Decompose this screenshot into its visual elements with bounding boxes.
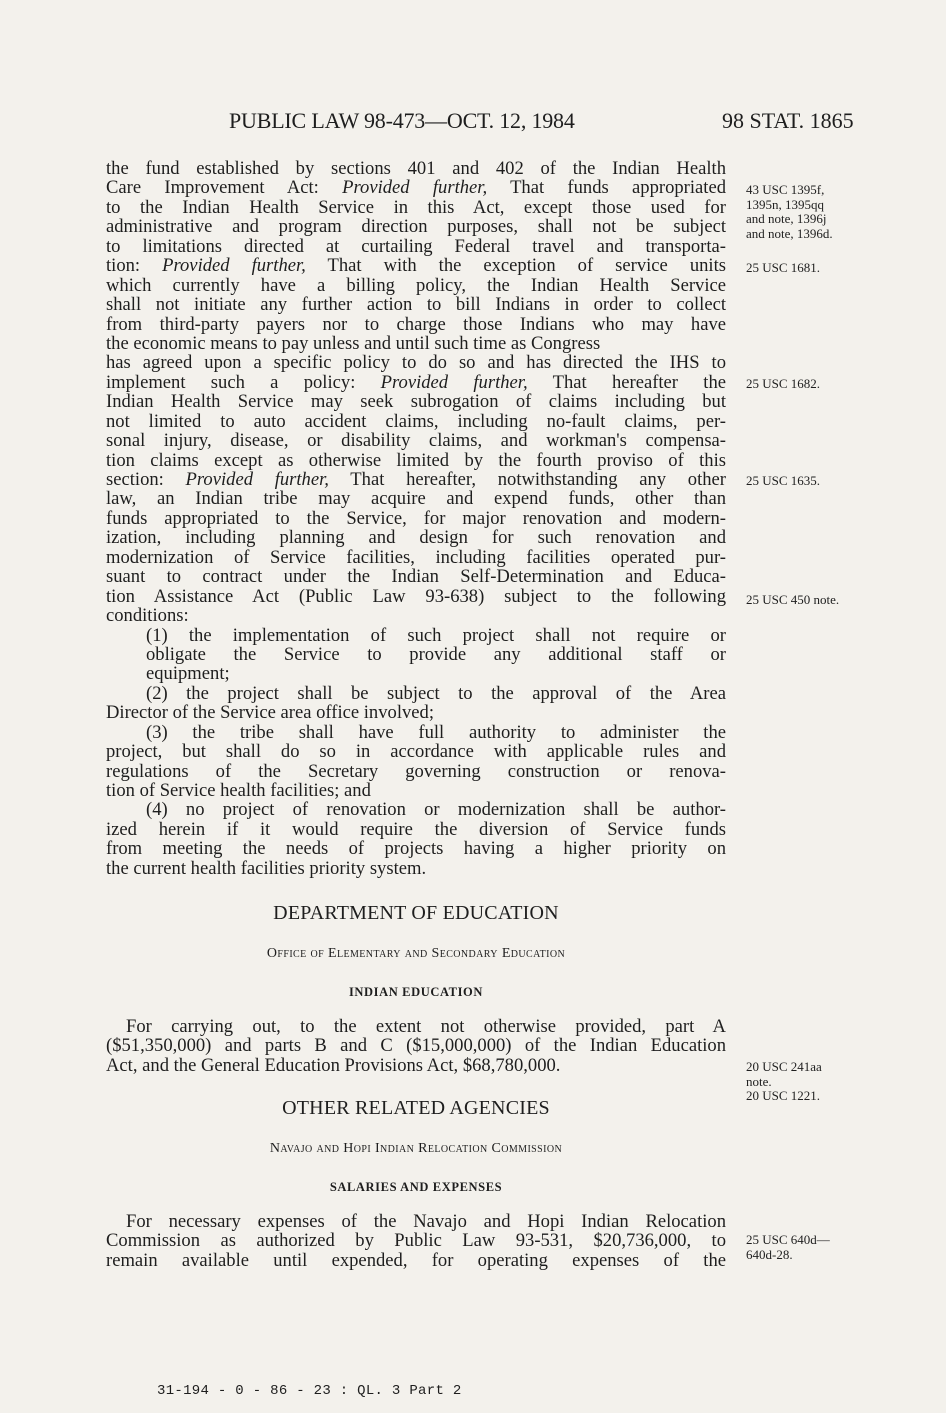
paragraph-line: to limitations directed at curtailing Federal travel and transporta- bbox=[106, 235, 726, 257]
margin-note: 25 USC 640d— 640d-28. bbox=[746, 1232, 830, 1262]
paragraph-line: tion claims except as otherwise limited by the fourth proviso of this bbox=[106, 449, 726, 471]
paragraph-line: equipment; bbox=[146, 663, 230, 685]
proviso-italic: Provided further, bbox=[162, 255, 306, 277]
statute-page-number: 98 STAT. 1865 bbox=[722, 108, 854, 133]
paragraph-line: tion: Provided further, That with the exception of service units bbox=[106, 255, 726, 277]
paragraph-line: obligate the Service to provide any additional staff or bbox=[146, 643, 726, 665]
proviso-italic: Provided further, bbox=[380, 371, 528, 393]
paragraph-line: the economic means to pay unless and until such time as Congress bbox=[106, 332, 601, 354]
paragraph-line: section: Provided further, That hereafter, notwithstanding any other bbox=[106, 469, 726, 490]
heading-indian-education: INDIAN EDUCATION bbox=[348, 985, 484, 999]
indian-education-paragraph bbox=[106, 1017, 726, 1075]
paragraph-line: tion Assistance Act (Public Law 93-638) subject to the following bbox=[106, 585, 726, 607]
paragraph-line: the fund established by sections 401 and 402 of the Indian Health bbox=[106, 158, 726, 179]
paragraph-line: funds appropriated to the Service, for major renovation and modern- bbox=[106, 507, 726, 529]
paragraph-line: Act, and the General Education Provisions Act, $68,780,000. bbox=[106, 1054, 561, 1076]
paragraph-line: from third-party payers nor to charge those Indians who may have bbox=[106, 313, 726, 335]
paragraph-line: to the Indian Health Service in this Act, except those used for bbox=[106, 196, 726, 218]
proviso-italic: Provided further, bbox=[342, 177, 488, 199]
margin-note: 25 USC 1682. bbox=[746, 376, 821, 391]
paragraph-line: ($51,350,000) and parts B and C ($15,000,000) of the Indian Education bbox=[106, 1035, 726, 1057]
paragraph-line: law, an Indian tribe may acquire and expend funds, other than bbox=[106, 488, 726, 510]
running-header-title: PUBLIC LAW 98-473—OCT. 12, 1984 bbox=[229, 108, 575, 133]
paragraph-line: conditions: bbox=[106, 605, 189, 627]
paragraph-line: shall not initiate any further action to bill Indians in order to collect bbox=[106, 294, 726, 316]
paragraph-line: has agreed upon a specific policy to do so and has directed the IHS to bbox=[106, 352, 726, 374]
paragraph-line: (3) the tribe shall have full authority to administer the bbox=[146, 721, 726, 743]
margin-note: 43 USC 1395f, 1395n, 1395qq and note, 1396j and note, 1396d. bbox=[746, 182, 833, 241]
paragraph-line: implement such a policy: Provided further, That hereafter the bbox=[106, 371, 726, 393]
paragraph-line: which currently have a billing policy, the Indian Health Service bbox=[106, 274, 726, 296]
paragraph-line: For carrying out, to the extent not otherwise provided, part A bbox=[126, 1016, 726, 1037]
paragraph-line: Indian Health Service may seek subrogation of claims including but bbox=[106, 391, 726, 413]
paragraph-line: ized herein if it would require the diversion of Service funds bbox=[106, 818, 726, 840]
paragraph-line: For necessary expenses of the Navajo and Hopi Indian Relocation bbox=[126, 1211, 726, 1232]
paragraph-line: suant to contract under the Indian Self-Determination and Educa- bbox=[106, 566, 726, 588]
margin-note: 25 USC 450 note. bbox=[746, 592, 840, 607]
paragraph-line: not limited to auto accident claims, including no-fault claims, per- bbox=[106, 410, 726, 432]
paragraph-line: remain available until expended, for operating expenses of the bbox=[106, 1249, 726, 1271]
paragraph-line: the current health facilities priority system. bbox=[106, 857, 427, 879]
paragraph-line: from meeting the needs of projects having a higher priority on bbox=[106, 838, 726, 860]
heading-department-of-education: DEPARTMENT OF EDUCATION bbox=[273, 902, 559, 924]
heading-office: Office of Elementary and Secondary Education bbox=[266, 946, 566, 961]
paragraph-line: administrative and program direction purposes, shall not be subject bbox=[106, 216, 726, 238]
paragraph-line: Director of the Service area office involved; bbox=[106, 702, 434, 724]
heading-navajo-hopi-commission: Navajo and Hopi Indian Relocation Commission bbox=[269, 1141, 563, 1156]
paragraph-line: regulations of the Secretary governing construction or renova- bbox=[106, 760, 726, 782]
paragraph-line: (2) the project shall be subject to the approval of the Area bbox=[146, 682, 726, 704]
salaries-paragraph bbox=[106, 1212, 726, 1270]
margin-note: 25 USC 1681. bbox=[746, 260, 821, 275]
paragraph-line: ization, including planning and design for such renovation and bbox=[106, 527, 726, 549]
paragraph-line: tion of Service health facilities; and bbox=[106, 780, 371, 801]
margin-note: 20 USC 241aa note. 20 USC 1221. bbox=[746, 1059, 822, 1103]
paragraph-line: (4) no project of renovation or modernization shall be author- bbox=[146, 799, 726, 821]
paragraph-line: sonal injury, disease, or disability claims, and workman's compensa- bbox=[106, 430, 726, 452]
heading-salaries-expenses: SALARIES AND EXPENSES bbox=[329, 1180, 503, 1194]
print-footer-code: 31-194 - 0 - 86 - 23 : QL. 3 Part 2 bbox=[157, 1383, 462, 1399]
margin-note: 25 USC 1635. bbox=[746, 473, 821, 488]
paragraph-line: Commission as authorized by Public Law 93-531, $20,736,000, to bbox=[106, 1230, 726, 1252]
paragraph-line: modernization of Service facilities, including facilities operated pur- bbox=[106, 546, 726, 568]
main-paragraph bbox=[106, 159, 726, 878]
heading-other-related-agencies: OTHER RELATED AGENCIES bbox=[282, 1097, 550, 1119]
proviso-italic: Provided further, bbox=[185, 469, 329, 490]
paragraph-line: (1) the implementation of such project shall not require or bbox=[146, 624, 726, 646]
paragraph-line: project, but shall do so in accordance with applicable rules and bbox=[106, 741, 726, 763]
paragraph-line: Care Improvement Act: Provided further, That funds appropriated bbox=[106, 177, 726, 199]
